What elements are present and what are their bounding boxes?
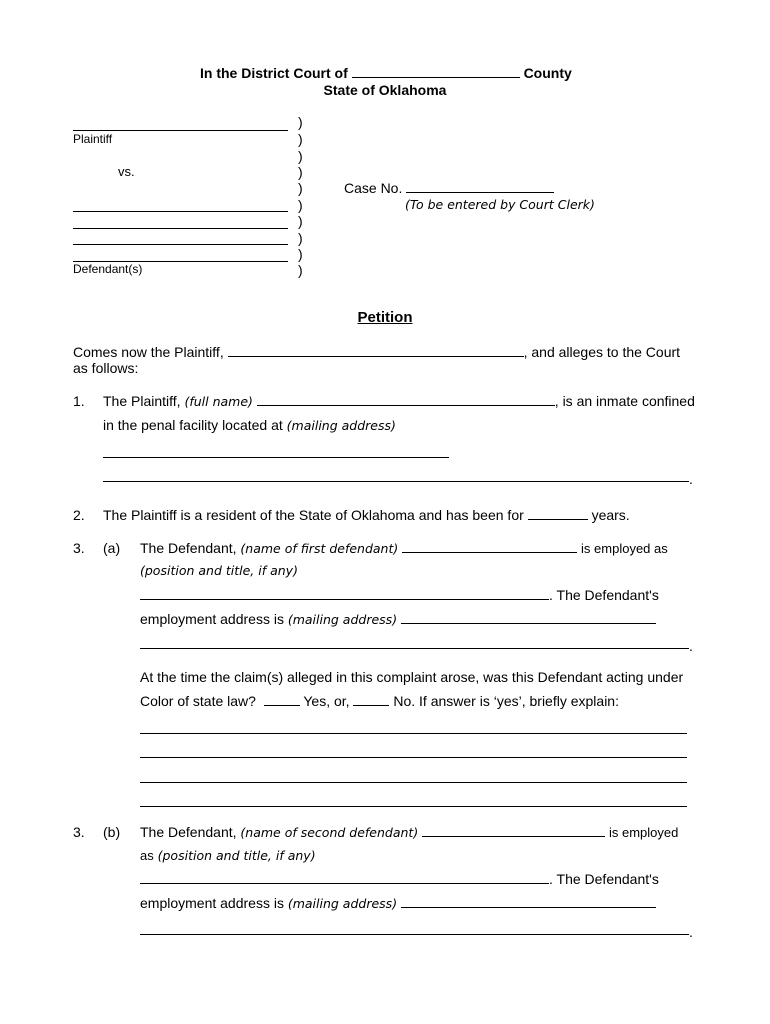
item-text: . The Defendant's [549,587,659,603]
defendant-blank-2[interactable] [73,228,288,229]
item-text: is employed [609,825,679,840]
paren: ) [298,213,303,229]
case-number [344,179,554,197]
petition-title: Petition [357,309,413,326]
period: . [689,924,693,940]
item2-line [103,506,630,524]
plaintiff-blank[interactable] [73,130,288,131]
item-text: in the penal facility located at [103,417,283,433]
position-blank[interactable] [140,586,549,600]
period: . [689,471,693,487]
state-heading: State of Oklahoma [323,82,447,98]
defendant-blank-3[interactable] [73,244,288,245]
item-number: 2. [73,507,85,523]
explain-blank-2[interactable] [140,757,687,758]
no-blank[interactable] [353,692,389,706]
county-blank[interactable] [352,64,520,78]
intro-cont: as follows: [73,360,139,376]
paren: ) [298,197,303,213]
item1-line1 [103,392,695,411]
defendant-blank-1[interactable] [73,211,288,212]
item-text: employment address is [140,895,284,911]
item-text: employment address is [140,611,284,627]
hint-text: (mailing address) [286,418,396,433]
court-prefix: In the District Court of [200,65,348,81]
item3b-address-line [140,894,656,913]
paren: ) [298,230,303,246]
hint-text: (position and title, if any) [157,848,316,863]
defendant-label: Defendant(s) [73,262,143,276]
item-text: . The Defendant's [549,871,659,887]
plaintiff-name-blank[interactable] [228,343,524,357]
address-blank-2[interactable] [103,481,689,482]
hint-text: (full name) [184,394,253,409]
case-no-note: (To be entered by Court Clerk) [405,197,595,212]
item-letter: (a) [103,540,121,556]
hint-text: (name of second defendant) [240,825,419,840]
paren: ) [298,114,303,130]
yes-blank[interactable] [264,692,300,706]
intro-line [73,343,680,361]
item-number: 3. [73,824,85,840]
employment-address-blank-2[interactable] [140,934,689,935]
item3a-line1 [140,539,668,558]
case-no-label: Case No. [344,180,403,196]
vs-label: vs. [118,164,135,179]
item1-line2 [103,416,396,435]
intro-text: Comes now the Plaintiff, [73,344,224,360]
item-text: is employed as [581,541,668,556]
item3a-address-line [140,610,656,629]
item3a-position-line [140,586,659,604]
paren: ) [298,180,303,196]
intro-text: , and alleges to the Court [523,344,681,360]
item-text: Color of state law? [140,693,256,709]
employment-address-blank-2[interactable] [140,648,689,649]
paren: ) [298,246,303,262]
item-text: No. If answer is ‘yes’, briefly explain: [393,693,619,709]
item-number: 1. [73,393,85,409]
item3b-position-hint [140,846,316,865]
period: . [689,638,693,654]
hint-text: (position and title, if any) [140,563,298,578]
hint-text: (mailing address) [287,612,398,627]
item-text: Yes, or, [303,693,350,709]
court-heading [200,64,572,82]
explain-blank-3[interactable] [140,782,687,783]
paren: ) [298,262,303,278]
item-text: years. [591,507,630,523]
item3b-position-line [140,870,659,888]
color-of-law-question: At the time the claim(s) alleged in this complaint arose, was this Defendant acting under [140,669,684,685]
item-text: , is an inmate confined [554,393,695,409]
item-text: The Plaintiff is a resident of the State of Oklahoma and has been for [103,507,524,523]
employment-address-blank-1[interactable] [401,610,656,624]
hint-text: (name of first defendant) [240,541,399,556]
case-no-blank[interactable] [406,179,554,193]
second-defendant-name-blank[interactable] [422,823,605,837]
item-text: The Plaintiff, [103,393,181,409]
explain-blank-4[interactable] [140,806,687,807]
address-blank-1[interactable] [103,457,449,458]
paren: ) [298,164,303,180]
first-defendant-name-blank[interactable] [402,539,577,553]
hint-text: (mailing address) [287,896,398,911]
item-text: as [140,848,154,863]
court-suffix: County [523,65,572,81]
color-of-law-answer [140,692,619,710]
item-letter: (b) [103,824,121,840]
item3b-line1 [140,823,678,842]
position-blank[interactable] [140,870,549,884]
employment-address-blank-1[interactable] [401,894,656,908]
plaintiff-label: Plaintiff [73,132,113,146]
paren: ) [298,131,303,147]
item-number: 3. [73,540,85,556]
item-text: The Defendant, [140,540,237,556]
years-blank[interactable] [528,506,588,520]
explain-blank-1[interactable] [140,733,687,734]
paren: ) [298,148,303,164]
full-name-blank[interactable] [257,392,555,406]
item-text: The Defendant, [140,824,237,840]
